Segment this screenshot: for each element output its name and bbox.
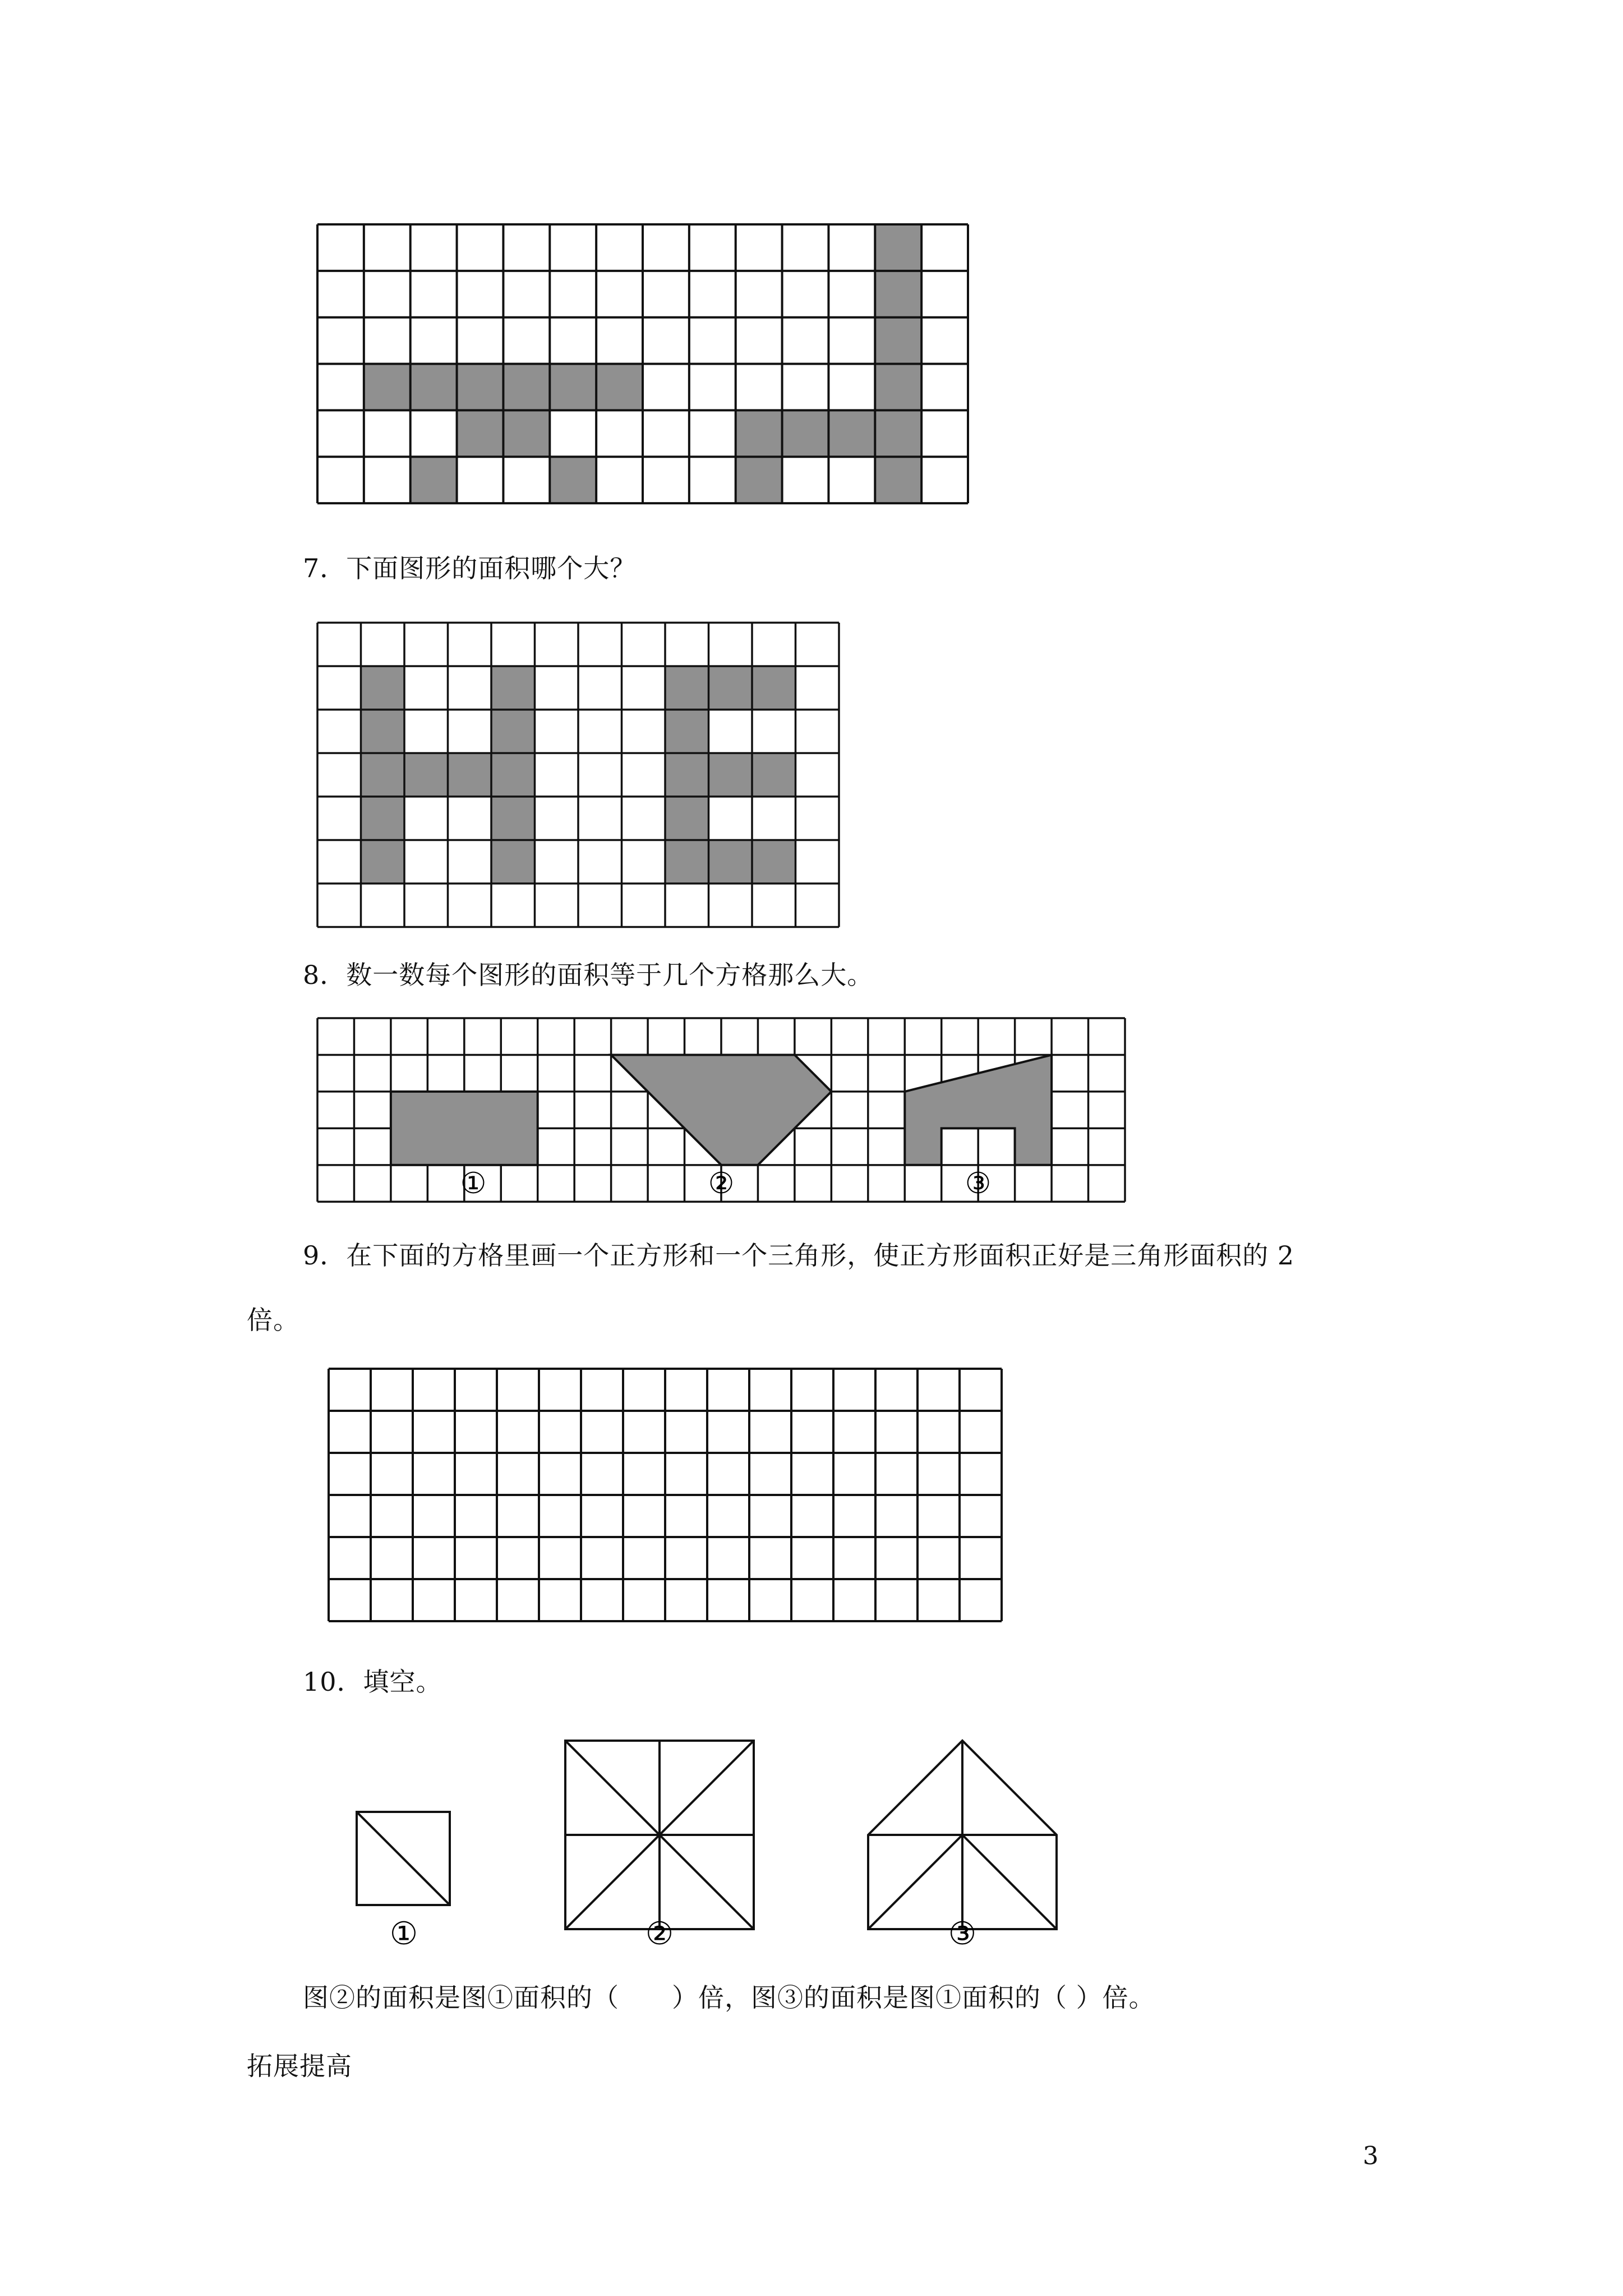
shaded-cell (665, 753, 709, 797)
shaded-cell (361, 797, 405, 840)
grid-figure-q7-he (317, 623, 845, 931)
shaded-cell (361, 710, 405, 753)
shaded-cell (752, 753, 796, 797)
shaded-cell (404, 753, 448, 797)
page-number: 3 (1363, 2142, 1378, 2170)
shaded-cell (875, 364, 921, 411)
question-10: 10．填空。 (303, 1667, 442, 1697)
shaded-cell (550, 457, 596, 503)
figure-label-3: ③ (948, 1916, 977, 1952)
shaded-cell (491, 797, 535, 840)
shaded-cell (491, 666, 535, 710)
shaded-cell (665, 710, 709, 753)
shaded-cell (709, 666, 753, 710)
q10-answer-line: 图②的面积是图①面积的（ ）倍，图③的面积是图①面积的（ ）倍。 (303, 1982, 1155, 2013)
grid-figure-q8-shapes (317, 1018, 1125, 1220)
shaded-cell (596, 364, 643, 411)
shaded-cell (736, 457, 782, 503)
figure-1-square (356, 1811, 452, 1907)
shaded-cell (550, 364, 596, 411)
shaded-cell (448, 753, 492, 797)
shaded-cell (491, 840, 535, 884)
shape-2-pentagon (611, 1055, 832, 1165)
shaded-cell (491, 710, 535, 753)
shaded-cell (875, 224, 921, 271)
question-9-line-2: 倍。 (247, 1305, 299, 1335)
figure-label-1: ① (389, 1916, 418, 1952)
grid-figure-top (317, 224, 979, 505)
question-8: 8．数一数每个图形的面积等于几个方格那么大。 (303, 960, 874, 990)
drawing-grid-q9 (329, 1369, 1013, 1638)
shaded-cell (361, 753, 405, 797)
shaded-cell (411, 457, 457, 503)
shaded-cell (736, 410, 782, 457)
shaded-cell (752, 840, 796, 884)
shaded-cell (782, 410, 829, 457)
question-7: 7．下面图形的面积哪个大？ (303, 553, 637, 583)
shaded-cell (665, 797, 709, 840)
q10-figure-labels (356, 1907, 1062, 1958)
shape-label-3: ③ (965, 1167, 992, 1200)
shape-1-rectangle (391, 1092, 538, 1165)
shape-label-2: ② (708, 1167, 735, 1200)
figure-label-2: ② (645, 1916, 674, 1952)
question-9-line-1: 9．在下面的方格里画一个正方形和一个三角形，使正方形面积正好是三角形面积的 2 (303, 1240, 1295, 1271)
shaded-cell (665, 840, 709, 884)
shaded-cell (364, 364, 411, 411)
shaded-cell (752, 666, 796, 710)
shaded-cell (875, 410, 921, 457)
shaded-cell (875, 271, 921, 318)
shaded-cell (503, 410, 550, 457)
shaded-cell (709, 753, 753, 797)
shaded-cell (709, 840, 753, 884)
shaded-cell (361, 840, 405, 884)
shaded-cell (828, 410, 875, 457)
shaded-cell (361, 666, 405, 710)
figure-2-large-square (564, 1740, 756, 1931)
shaded-cell (457, 410, 504, 457)
section-heading: 拓展提高 (247, 2051, 352, 2081)
shape-label-1: ① (460, 1167, 487, 1200)
shaded-cell (457, 364, 504, 411)
shaded-cell (875, 318, 921, 364)
shaded-cell (665, 666, 709, 710)
shaded-cell (875, 457, 921, 503)
shaded-cell (411, 364, 457, 411)
shaded-cell (503, 364, 550, 411)
figure-3-house (867, 1740, 1059, 1931)
shaded-cell (491, 753, 535, 797)
